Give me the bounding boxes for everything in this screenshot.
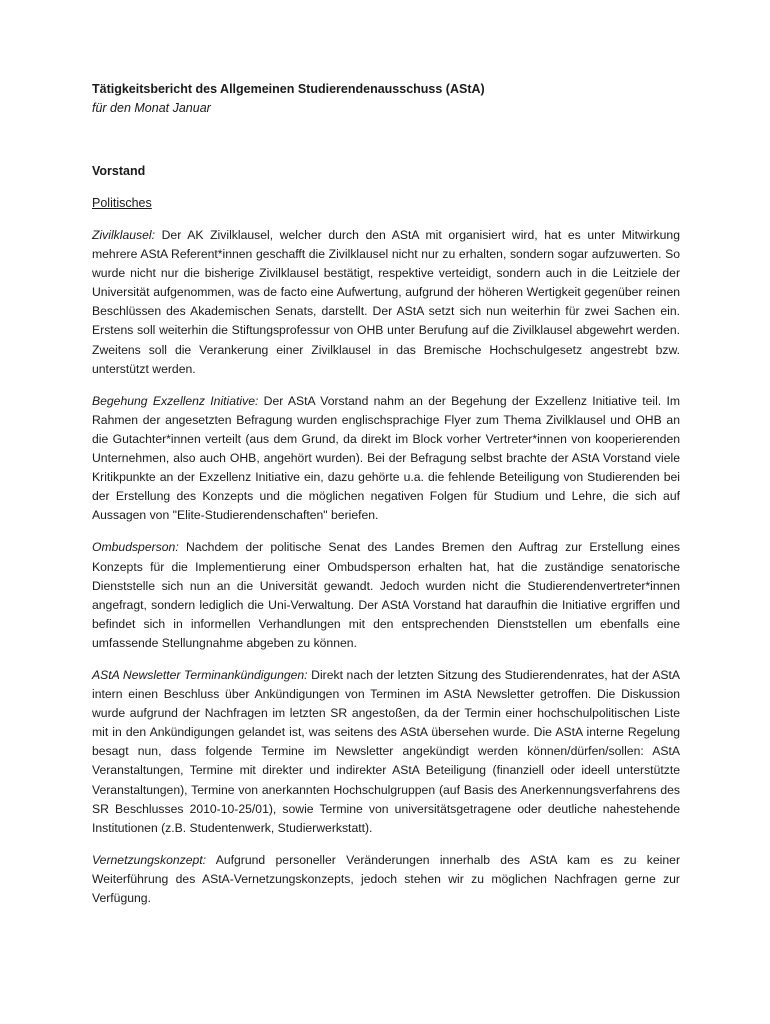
paragraph-label: Begehung Exzellenz Initiative: [92, 393, 259, 408]
paragraph-label: AStA Newsletter Terminankündigungen: [92, 667, 308, 682]
paragraph-text: Der AK Zivilklausel, welcher durch den AStA mit organisiert wird, hat es unter Mitwirkung mehrere AStA Referent*innen geschafft die Zivilklausel nicht nur zu erhalten, sondern sogar aufzuwerten. So wurde nicht nur die bisherige Zivilklausel bestätigt, respektive verteidigt, sondern auch in die Leitziele der Universität aufgenommen, was de facto eine Aufwertung, aufgrund der höheren Wertigkeit gegenüber reinen Beschlüssen des Akademischen Senats, darstellt. Der AStA setzt sich nun weiterhin für zwei Sachen ein. Erstens soll weiterhin die Stiftungsprofessur von OHB unter Berufung auf die Zivilklausel abgewehrt werden. Zweitens soll die Verankerung einer Zivilklausel in das Bremische Hochschulgesetz angestrebt bzw. unterstützt werden. [92, 228, 680, 376]
paragraph-text: Der AStA Vorstand nahm an der Begehung der Exzellenz Initiative teil. Im Rahmen der angesetzten Befragung wurden englischsprachige Flyer zum Thema Zivilklausel und OHB an die Gutachter*innen verteilt (aus dem Grund, da direkt im Block vorher Vertreter*innen von kooperierenden Unternehmen, also auch OHB, angehört wurden). Bei der Befragung selbst brachte der AStA Vorstand viele Kritikpunkte an der Exzellenz Initiative ein, dazu gehörte u.a. die fehlende Beteiligung von Studierenden bei der Erstellung des Konzepts und die möglichen negativen Folgen für Studium und Lehre, die sich auf Aussagen von "Elite-Studierendenschaften" beriefen. [92, 393, 680, 523]
subsection-heading: Politisches [92, 196, 152, 210]
paragraph-ombudsperson [92, 538, 680, 653]
paragraph-newsletter-terminankuendigungen [92, 666, 680, 838]
paragraph-vernetzungskonzept [92, 851, 680, 908]
paragraph-text: Direkt nach der letzten Sitzung des Studierendenrates, hat der AStA intern einen Beschluss über Ankündigungen von Terminen im AStA Newsletter getroffen. Die Diskussion wurde aufgrund der Nachfragen im letzten SR angestoßen, da der Termin einer hochschulpolitischen Liste mit in den Ankündigungen gelandet ist, was seitens des AStA übersehen wurde. Die AStA interne Regelung besagt nun, dass folgende Termine im Newsletter angekündigt werden können/dürfen/sollen: AStA Veranstaltungen, Termine mit direkter und indirekter AStA Beteiligung (finanziell oder ideell unterstützte Veranstaltungen), Termine von anerkannten Hochschulgruppen (auf Basis des Anerkennungsverfahrens des SR Beschlusses 2010-10-25/01), sowie Termine von universitätsgetragene oder deutliche nahestehende Institutionen (z.B. Studentenwerk, Studierwerkstatt). [92, 667, 680, 835]
paragraph-label: Zivilklausel: [92, 228, 155, 242]
paragraph-label: Vernetzungskonzept: [92, 852, 207, 867]
paragraph-text: Nachdem der politische Senat des Landes Bremen den Auftrag zur Erstellung eines Konzepts für die Implementierung einer Ombudsperson erhalten hat, hat die zuständige senatorische Dienststelle sich nun an die Universität gewandt. Jedoch wurden nicht die Studierendenvertreter*innen angefragt, sondern lediglich die Uni-Verwaltung. Der AStA Vorstand hat daraufhin die Initiative ergriffen und befindet sich in informellen Verhandlungen mit den entsprechenden Dienststellen um ebenfalls eine umfassende Stellungnahme abgeben zu können. [92, 540, 680, 650]
paragraph-begehung-exzellenz-initiative [92, 392, 680, 526]
paragraph-text: Aufgrund personeller Veränderungen innerhalb des AStA kam es zu keiner Weiterführung des AStA-Vernetzungskonzepts, jedoch stehen wir zu möglichen Nachfragen gerne zur Verfügung. [92, 852, 680, 905]
document-title: Tätigkeitsbericht des Allgemeinen Studierendenausschuss (AStA) [92, 82, 485, 96]
document-subtitle: für den Monat Januar [92, 101, 211, 115]
document-page [92, 80, 680, 908]
paragraph-zivilklausel [92, 226, 680, 379]
paragraph-label: Ombudsperson: [92, 540, 179, 555]
section-heading: Vorstand [92, 164, 146, 178]
